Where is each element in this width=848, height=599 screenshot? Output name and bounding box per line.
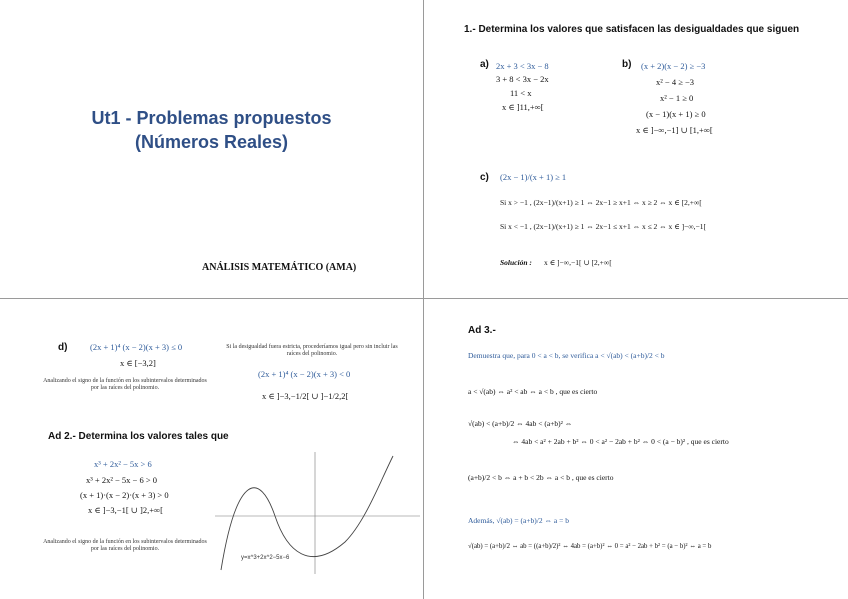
ad3-statement: Demuestra que, para 0 < a < b, se verifica a < √(ab) < (a+b)/2 < b — [468, 351, 665, 360]
part-a-line-2: 3 + 8 < 3x − 2x — [496, 74, 549, 84]
ad3-line-4: √(ab) = (a+b)/2 ⇔ ab = ((a+b)/2)² ⇔ 4ab = (a+b)² ⇔ 0 = a² − 2ab + b² = (a − b)² ⇔ a = b — [468, 543, 712, 550]
ad2-line-1: x³ + 2x² − 5x > 6 — [94, 459, 152, 469]
ad2-heading: Ad 2.- Determina los valores tales que — [48, 431, 229, 442]
part-c-case-2: Si x < −1 , (2x−1)/(x+1) ≥ 1 ⇔ 2x−1 ≤ x+1 ⇔ x ≤ 2 ⇔ x ∈ ]−∞,−1[ — [500, 222, 707, 231]
part-a-line-3: 11 < x — [510, 88, 532, 98]
ad2-line-2: x³ + 2x² − 5x − 6 > 0 — [86, 475, 158, 485]
course-footer: ANÁLISIS MATEMÁTICO (AMA) — [202, 262, 357, 273]
part-d-result: x ∈ [−3,2] — [120, 358, 156, 368]
part-d-strict-statement: (2x + 1)⁴ (x − 2)(x + 3) < 0 — [258, 369, 351, 379]
ad3-line-3: (a+b)/2 < b ⇔ a + b < 2b ⇔ a < b , que es cierto — [468, 473, 614, 482]
part-b-line-4: (x − 1)(x + 1) ≥ 0 — [646, 109, 706, 119]
ad3-line-2a: √(ab) < (a+b)/2 ⇔ 4ab < (a+b)² ⇔ — [468, 419, 573, 428]
ad2-note: Analizando el signo de la función en los subintervalos determinados por las raíces del polinomio. — [43, 539, 207, 552]
part-d-strict-note: Si la desigualdad fuera estricta, procederíamos igual pero sin incluir las raíces del polinomio. — [226, 344, 398, 357]
part-d-statement: (2x + 1)⁴ (x − 2)(x + 3) ≤ 0 — [90, 342, 183, 352]
slide-ad3 — [424, 299, 848, 599]
part-c-solution-label: Solución : — [500, 258, 532, 267]
slide-exercise-1 — [424, 0, 848, 298]
part-a-line-1: 2x + 3 < 3x − 8 — [496, 61, 549, 71]
part-d-strict-result: x ∈ ]−3,−1/2[ ∪ ]−1/2,2[ — [262, 391, 349, 401]
exercise-1-heading: 1.- Determina los valores que satisfacen las desigualdades que siguen — [464, 24, 800, 35]
part-c-case-1: Si x > −1 , (2x−1)/(x+1) ≥ 1 ⇔ 2x−1 ≥ x+1 ⇔ x ≥ 2 ⇔ x ∈ [2,+∞[ — [500, 198, 702, 207]
part-b-line-5: x ∈ ]−∞,−1] ∪ [1,+∞[ — [636, 125, 713, 135]
part-c-solution: x ∈ ]−∞,−1[ ∪ [2,+∞[ — [544, 258, 612, 267]
part-d-label: d) — [58, 342, 68, 353]
part-b-line-1: (x + 2)(x − 2) ≥ −3 — [641, 61, 706, 71]
slide-title — [0, 0, 423, 298]
ad2-line-3: (x + 1)·(x − 2)·(x + 3) > 0 — [80, 490, 169, 500]
cubic-curve — [221, 456, 393, 570]
ad3-line-2b: ⇔ 4ab < a² + 2ab + b² ⇔ 0 < a² − 2ab + b² ⇔ 0 < (a − b)² , que es cierto — [512, 437, 729, 446]
title-line-1: Ut1 - Problemas propuestos — [91, 108, 332, 128]
part-d-note: Analizando el signo de la función en los subintervalos determinados por las raíces del polinomio. — [43, 378, 207, 391]
ad3-line-1: a < √(ab) ⇔ a² < ab ⇔ a < b , que es cierto — [468, 387, 598, 396]
cubic-function-graph — [215, 452, 420, 574]
part-b-line-3: x² − 1 ≥ 0 — [660, 93, 694, 103]
part-a-line-4: x ∈ ]11,+∞[ — [502, 102, 544, 112]
part-c-statement: (2x − 1)/(x + 1) ≥ 1 — [500, 172, 567, 182]
part-b-line-2: x² − 4 ≥ −3 — [656, 77, 695, 87]
graph-function-label: y=x^3+2x^2−5x−6 — [241, 555, 290, 561]
title-line-2: (Números Reales) — [134, 132, 289, 152]
ad3-ademas: Además, √(ab) = (a+b)/2 ⇔ a = b — [468, 516, 569, 525]
ad2-line-4: x ∈ ]−3,−1[ ∪ ]2,+∞[ — [88, 505, 163, 515]
part-b-label: b) — [622, 59, 632, 70]
part-c-label: c) — [480, 172, 489, 183]
ad3-heading: Ad 3.- — [468, 325, 496, 336]
part-a-label: a) — [480, 59, 489, 70]
